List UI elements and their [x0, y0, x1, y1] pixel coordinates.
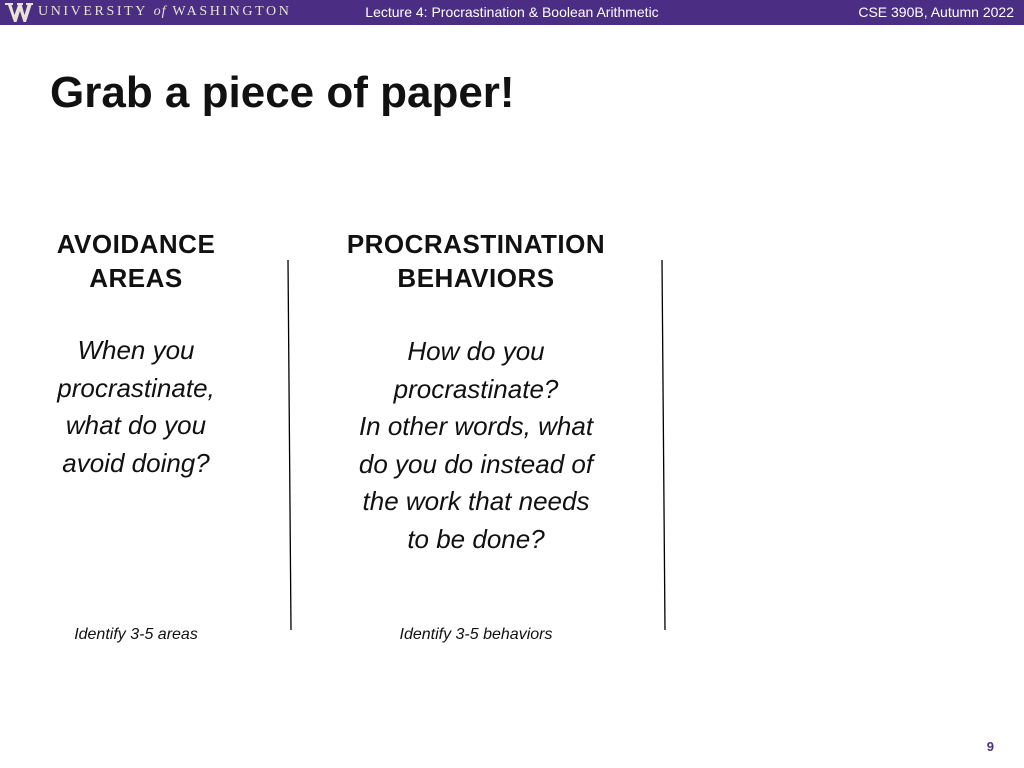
logo-text-of: of [153, 4, 167, 19]
page-number: 9 [986, 739, 994, 754]
column-heading-line: PROCRASTINATION [346, 229, 606, 259]
prompt-line: procrastinate, [57, 372, 215, 403]
column-heading [36, 227, 236, 295]
header-bar [0, 0, 1024, 25]
prompt-line: what do you [65, 410, 207, 440]
logo-text-washington: WASHINGTON [172, 4, 292, 19]
column-instruction: Identify 3-5 areas [74, 626, 198, 643]
slide-title: Grab a piece of paper! [50, 68, 515, 117]
prompt-line: procrastinate? [393, 373, 559, 404]
divider-line-left [288, 260, 291, 630]
column-prompt [36, 332, 236, 482]
column-prompt [332, 333, 620, 558]
prompt-line: to be done? [407, 523, 545, 554]
prompt-line: do you do instead of [358, 448, 594, 479]
column-instruction: Identify 3-5 behaviors [399, 626, 553, 643]
lecture-title: Lecture 4: Procrastination & Boolean Arithmetic [365, 4, 659, 20]
column-heading-line: BEHAVIORS [397, 263, 555, 293]
logo-text-university: UNIVERSITY [38, 4, 148, 19]
column-heading [332, 227, 620, 295]
prompt-line: avoid doing? [62, 447, 210, 478]
prompt-line: When you [77, 335, 195, 365]
column-heading-line: AREAS [89, 263, 183, 293]
prompt-line: In other words, what [358, 411, 594, 441]
prompt-line: How do you [407, 336, 545, 366]
prompt-line: the work that needs [362, 486, 590, 516]
course-label: CSE 390B, Autumn 2022 [858, 4, 1014, 20]
column-heading-line: AVOIDANCE [56, 229, 216, 259]
divider-line-right [662, 260, 665, 630]
